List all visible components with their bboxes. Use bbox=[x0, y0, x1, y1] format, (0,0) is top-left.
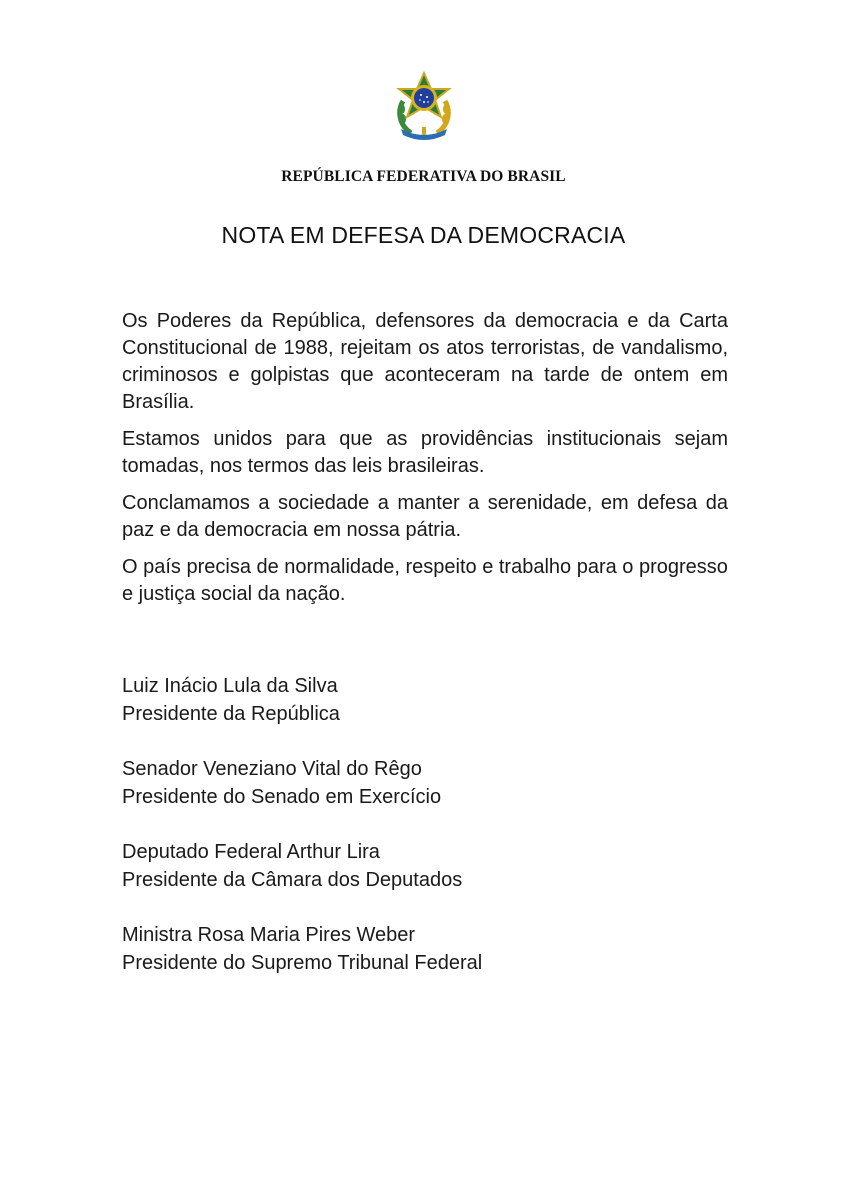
signatory-role: Presidente do Supremo Tribunal Federal bbox=[122, 951, 483, 974]
country-heading: REPÚBLICA FEDERATIVA DO BRASIL bbox=[281, 168, 566, 185]
signature-block bbox=[122, 673, 728, 977]
paragraph-3: Conclamamos a sociedade a manter a serenidade, em defesa da paz e da democracia em nossa pátria. bbox=[122, 492, 728, 541]
coat-of-arms-of-brazil-icon bbox=[391, 71, 457, 143]
signatory-role: Presidente da Câmara dos Deputados bbox=[122, 868, 463, 891]
signatory-role: Presidente da República bbox=[122, 702, 340, 725]
signature-chamber bbox=[122, 839, 728, 894]
paragraph-2: Estamos unidos para que as providências institucionais sejam tomadas, nos termos das leis brasileiras. bbox=[122, 428, 728, 477]
signatory-name: Senador Veneziano Vital do Rêgo bbox=[122, 758, 422, 780]
note-body bbox=[122, 308, 728, 618]
signatory-role: Presidente do Senado em Exercício bbox=[122, 785, 442, 808]
signature-senate bbox=[122, 756, 728, 811]
signatory-name: Luiz Inácio Lula da Silva bbox=[122, 675, 338, 697]
signature-lula bbox=[122, 673, 728, 728]
paragraph-1: Os Poderes da República, defensores da democracia e da Carta Constitucional de 1988, rejeitam os atos terroristas, de vandalismo, criminosos e golpistas que aconteceram na tarde de ontem em Brasília. bbox=[122, 310, 728, 413]
signatory-name: Ministra Rosa Maria Pires Weber bbox=[122, 924, 416, 946]
document-title: NOTA EM DEFESA DA DEMOCRACIA bbox=[221, 222, 626, 248]
paragraph-4: O país precisa de normalidade, respeito e trabalho para o progresso e justiça social da nação. bbox=[122, 556, 728, 605]
signatory-name: Deputado Federal Arthur Lira bbox=[122, 841, 380, 863]
signature-supreme-court bbox=[122, 922, 728, 977]
